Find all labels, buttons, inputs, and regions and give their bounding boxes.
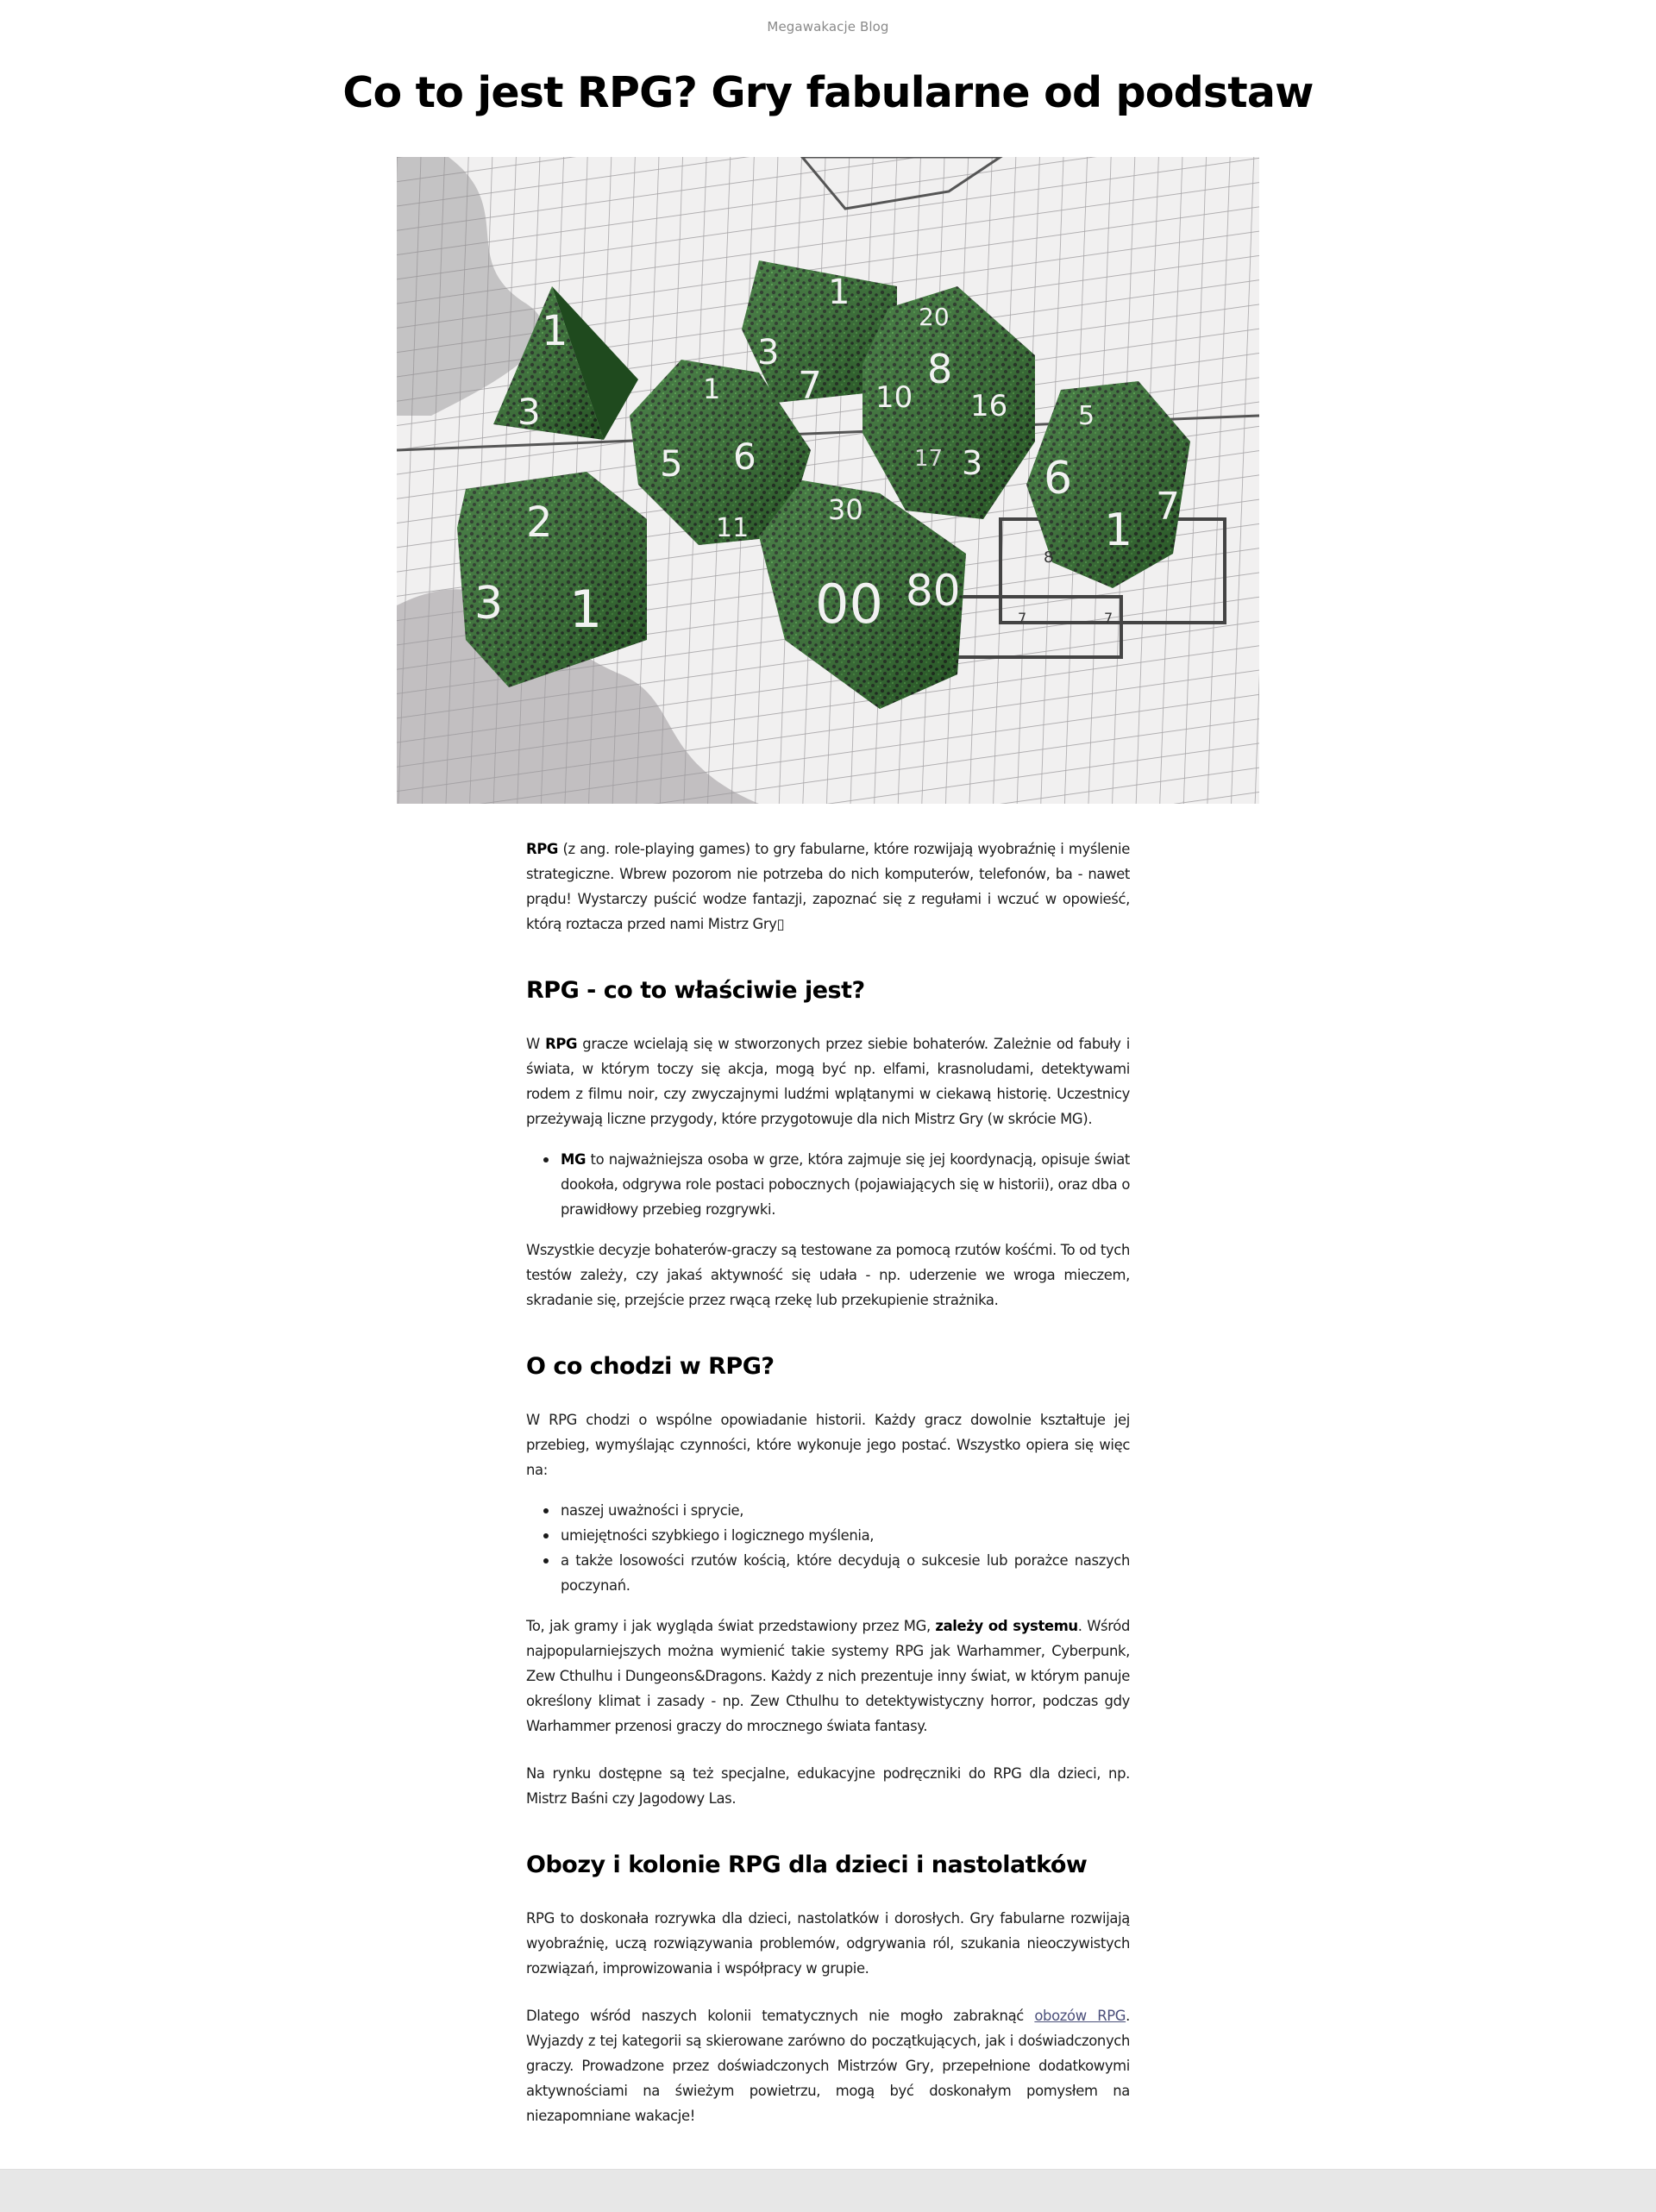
svg-text:17: 17: [914, 446, 944, 472]
text: . Wśród najpopularniejszych można wymienić takie systemy RPG jak Warhammer, Cyberpunk, Zew Cthulhu i Dungeons&Dragons. Każdy z nich prezentuje inny świat, w którym panuje określony klimat i zasady - np. Zew Cthulhu to detektywistyczny horror, podczas gdy Warhammer przenosi graczy do mrocznego świata fantasy.: [526, 1618, 1130, 1734]
svg-text:3: 3: [962, 444, 983, 482]
section1-paragraph-2: Wszystkie decyzje bohaterów-graczy są testowane za pomocą rzutów kośćmi. To od tych testów zależy, czy jakaś aktywność się udała - np. uderzenie we wroga mieczem, skradanie się, przejście przez rwącą rzekę lub przekupienie strażnika.: [526, 1242, 1130, 1308]
list-item: [561, 1498, 1130, 1523]
text: W: [526, 1036, 546, 1052]
mg-list: [526, 1147, 1130, 1222]
section3-paragraph-1: RPG to doskonała rozrywka dla dzieci, nastolatków i dorosłych. Gry fabularne rozwijają wyobraźnię, uczą rozwiązywania problemów, odgrywania ról, szukania nieoczywistych rozwiązań, improwizowania i współpracy w grupie.: [526, 1910, 1130, 1977]
footer: [0, 2169, 1656, 2212]
svg-text:1: 1: [1104, 504, 1133, 556]
svg-text:1: 1: [569, 580, 603, 640]
dice-on-map-illustration: [397, 157, 1259, 804]
skills-list: [526, 1498, 1130, 1598]
bold-text: RPG: [545, 1036, 578, 1052]
bold-text: MG: [561, 1151, 586, 1168]
intro-bold: RPG: [526, 841, 559, 857]
svg-text:8: 8: [1044, 548, 1054, 567]
svg-text:8: 8: [927, 346, 953, 392]
svg-text:16: 16: [970, 389, 1008, 423]
text: naszej uważności i sprycie,: [561, 1502, 744, 1519]
svg-text:80: 80: [906, 566, 961, 616]
rpg-camps-link[interactable]: obozów RPG: [1034, 2008, 1126, 2024]
text: to najważniejsza osoba w grze, która zajmuje się jej koordynacją, opisuje świat dookoła, odgrywa role postaci pobocznych (pojawiających się w historii), oraz dba o prawidłowy przebieg rozgrywki.: [561, 1151, 1130, 1218]
section2-paragraph-3: Na rynku dostępne są też specjalne, edukacyjne podręczniki do RPG dla dzieci, np. Mistrz Baśni czy Jagodowy Las.: [526, 1765, 1130, 1807]
svg-text:10: 10: [875, 380, 913, 415]
intro-text: (z ang. role-playing games) to gry fabularne, które rozwijają wyobraźnię i myślenie strategiczne. Wbrew pozorom nie potrzeba do nich komputerów, telefonów, ba - nawet prądu! Wystarczy puścić wodze fantazji, zapoznać się z regułami i wczuć w opowieść, którą roztacza przed nami Mistrz Gry: [526, 841, 1130, 932]
section-heading-what-is-rpg: RPG - co to właściwie jest?: [526, 977, 865, 1004]
svg-text:11: 11: [716, 513, 750, 543]
section2-paragraph-2: [526, 1614, 1130, 1739]
section3-paragraph-2: [526, 2003, 1130, 2128]
text: gracze wcielają się w stworzonych przez siebie bohaterów. Zależnie od fabuły i świata, w którym toczy się akcja, mogą być np. elfami, krasnoludami, detektywami rodem z filmu noir, czy zwyczajnymi ludźmi wplątanymi w ciekawą historię. Uczestnicy przeżywają liczne przygody, które przygotowuje dla nich Mistrz Gry (w skrócie MG).: [526, 1036, 1131, 1127]
svg-text:6: 6: [733, 436, 756, 478]
svg-text:30: 30: [828, 493, 863, 526]
svg-text:00: 00: [815, 573, 883, 636]
text: umiejętności szybkiego i logicznego myślenia,: [561, 1527, 875, 1544]
site-name[interactable]: Megawakacje Blog: [767, 19, 889, 34]
svg-text:7: 7: [798, 364, 822, 408]
page-title: Co to jest RPG? Gry fabularne od podstaw: [342, 68, 1314, 117]
section1-paragraph-1: [526, 1031, 1130, 1131]
svg-text:3: 3: [518, 391, 541, 433]
section-heading-what-about: O co chodzi w RPG?: [526, 1353, 775, 1380]
missing-glyph-icon: ▯: [776, 916, 785, 932]
bullet-icon: [543, 1558, 549, 1563]
svg-text:7: 7: [1104, 610, 1113, 626]
svg-text:20: 20: [919, 303, 950, 331]
bullet-icon: [543, 1533, 549, 1538]
bullet-icon: [543, 1157, 549, 1162]
text: a także losowości rzutów kością, które decydują o sukcesie lub porażce naszych poczynań.: [561, 1552, 1130, 1594]
svg-text:1: 1: [703, 373, 721, 405]
text: . Wyjazdy z tej kategorii są skierowane zarówno do początkujących, jak i doświadczonych graczy. Prowadzone przez doświadczonych Mistrzów Gry, przepełnione dodatkowymi aktywnościami na świeżym powietrzu, mogą być doskonałym pomysłem na niezapomniane wakacje!: [526, 2008, 1130, 2124]
bold-text: zależy od systemu: [935, 1618, 1078, 1634]
hero-image: [397, 157, 1259, 804]
list-item: [561, 1523, 1130, 1548]
svg-text:3: 3: [757, 333, 780, 373]
svg-text:6: 6: [1044, 453, 1073, 504]
svg-text:5: 5: [1078, 401, 1095, 431]
text: Dlatego wśród naszych kolonii tematycznych nie mogło zabraknąć: [526, 2008, 1035, 2024]
list-item: [561, 1548, 1130, 1598]
svg-text:7: 7: [1018, 610, 1027, 626]
article-body: [526, 837, 1130, 2144]
intro-paragraph: [526, 837, 1130, 937]
section2-paragraph-1: W RPG chodzi o wspólne opowiadanie historii. Każdy gracz dowolnie kształtuje jej przebieg, wymyślając czynności, które wykonuje jego postać. Wszystko opiera się więc na:: [526, 1412, 1130, 1478]
text: To, jak gramy i jak wygląda świat przedstawiony przez MG,: [526, 1618, 936, 1634]
list-item: [561, 1147, 1130, 1222]
svg-text:7: 7: [1156, 485, 1180, 529]
svg-text:3: 3: [474, 578, 504, 630]
svg-text:1: 1: [542, 307, 568, 355]
svg-text:1: 1: [828, 273, 850, 312]
svg-text:2: 2: [526, 498, 553, 547]
svg-text:5: 5: [660, 442, 683, 485]
section-heading-camps: Obozy i kolonie RPG dla dzieci i nastolatków: [526, 1852, 1088, 1878]
bullet-icon: [543, 1508, 549, 1513]
